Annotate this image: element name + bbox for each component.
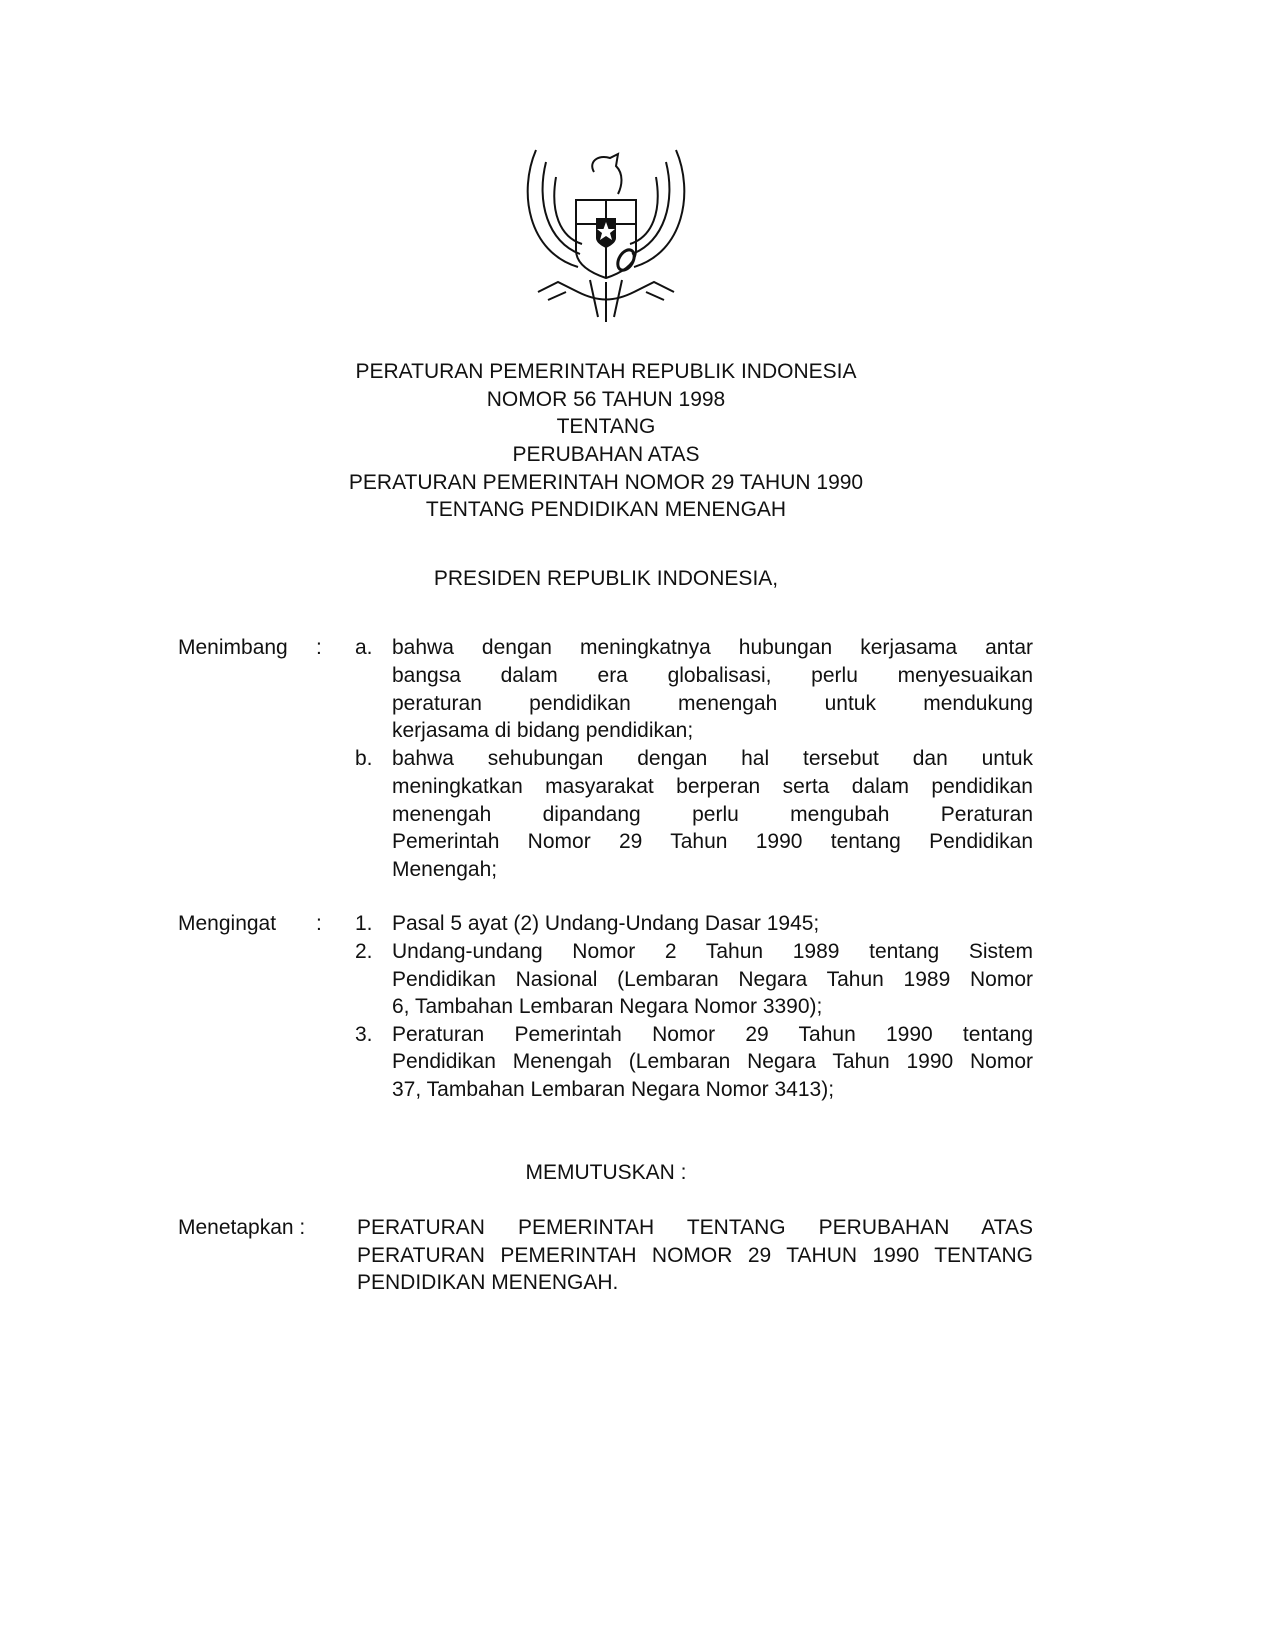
item-marker: 2. xyxy=(355,940,373,963)
item-text-line: menengah dipandang perlu mengubah Peraturan xyxy=(392,803,1033,826)
title-line: TENTANG PENDIDIKAN MENENGAH xyxy=(425,498,787,521)
item-marker: 3. xyxy=(355,1023,373,1046)
menimbang-label: Menimbang xyxy=(178,636,288,659)
item-text-line: 6, Tambahan Lembaran Negara Nomor 3390); xyxy=(392,995,823,1018)
item-text-line: Undang-undang Nomor 2 Tahun 1989 tentang Sistem xyxy=(392,940,1033,963)
item-text-line: 37, Tambahan Lembaran Negara Nomor 3413); xyxy=(392,1078,835,1101)
item-text-line: Pendidikan Menengah (Lembaran Negara Tahun 1990 Nomor xyxy=(392,1050,1033,1073)
decision-text-line: PERATURAN PEMERINTAH NOMOR 29 TAHUN 1990 TENTANG xyxy=(357,1244,1033,1267)
item-text-line: Pendidikan Nasional (Lembaran Negara Tahun 1989 Nomor xyxy=(392,968,1033,991)
title-line: NOMOR 56 TAHUN 1998 xyxy=(486,388,726,411)
title-line: PERATURAN PEMERINTAH NOMOR 29 TAHUN 1990 xyxy=(348,471,864,494)
item-text-line: peraturan pendidikan menengah untuk mendukung xyxy=(392,692,1033,715)
item-marker: a. xyxy=(355,636,373,659)
decision-text-line: PERATURAN PEMERINTAH TENTANG PERUBAHAN ATAS xyxy=(357,1216,1033,1239)
item-text-line: Peraturan Pemerintah Nomor 29 Tahun 1990 tentang xyxy=(392,1023,1033,1046)
menimbang-colon: : xyxy=(316,636,322,659)
title-line: PERATURAN PEMERINTAH REPUBLIK INDONESIA xyxy=(355,360,857,383)
mengingat-colon: : xyxy=(316,912,322,935)
item-text-line: kerjasama di bidang pendidikan; xyxy=(392,719,694,742)
menetapkan-label: Menetapkan : xyxy=(178,1216,306,1239)
decision-heading: MEMUTUSKAN : xyxy=(525,1161,687,1184)
item-text-line: Pasal 5 ayat (2) Undang-Undang Dasar 1945; xyxy=(392,912,820,935)
mengingat-label: Mengingat xyxy=(178,912,277,935)
president-heading: PRESIDEN REPUBLIK INDONESIA, xyxy=(433,567,779,590)
item-marker: b. xyxy=(355,747,373,770)
title-line: PERUBAHAN ATAS xyxy=(512,443,700,466)
garuda-pancasila-emblem xyxy=(518,142,694,332)
item-text-line: Menengah; xyxy=(392,858,498,881)
item-text-line: bangsa dalam era globalisasi, perlu menyesuaikan xyxy=(392,664,1033,687)
item-text-line: meningkatkan masyarakat berperan serta dalam pendidikan xyxy=(392,775,1033,798)
item-text-line: Pemerintah Nomor 29 Tahun 1990 tentang Pendidikan xyxy=(392,830,1033,853)
item-text-line: bahwa dengan meningkatnya hubungan kerjasama antar xyxy=(392,636,1033,659)
item-marker: 1. xyxy=(355,912,373,935)
title-line: TENTANG xyxy=(556,415,656,438)
decision-text-line: PENDIDIKAN MENENGAH. xyxy=(357,1271,619,1294)
item-text-line: bahwa sehubungan dengan hal tersebut dan untuk xyxy=(392,747,1033,770)
